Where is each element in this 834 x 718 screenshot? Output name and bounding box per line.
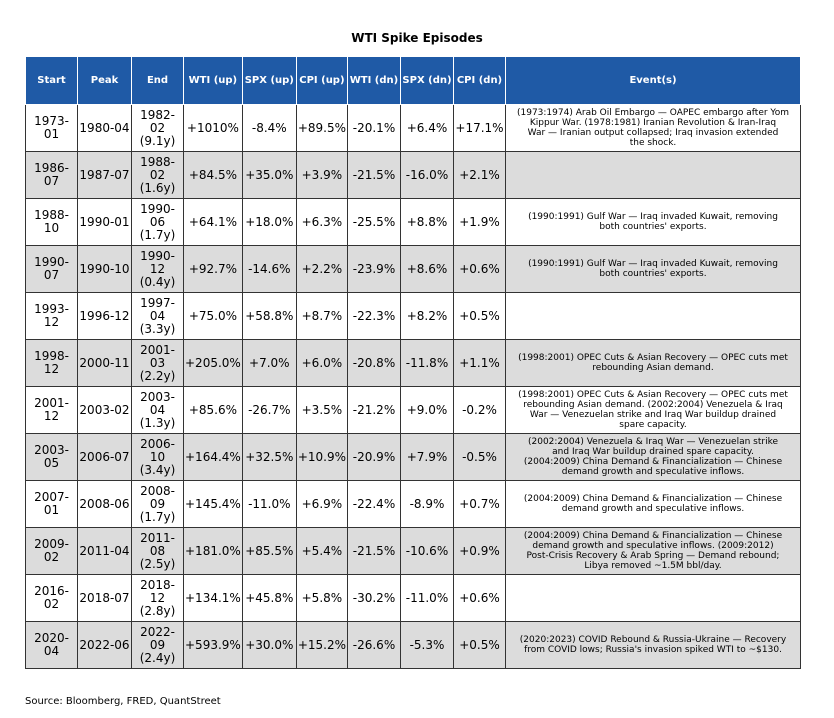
peak-cell bbox=[78, 152, 132, 199]
wti-dn-cell bbox=[348, 152, 401, 199]
table-row bbox=[26, 152, 801, 199]
cell-value: +45.8% bbox=[245, 590, 294, 605]
spx-dn-cell bbox=[401, 622, 454, 669]
peak-cell bbox=[78, 246, 132, 293]
cell-value: 1990-12 bbox=[140, 248, 175, 276]
wti-dn-cell bbox=[348, 199, 401, 246]
cell-value: +32.5% bbox=[245, 449, 294, 464]
event-line: rebounding Asian demand. (2002:2004) Venezuela & Iraq bbox=[523, 400, 783, 410]
spx-up-cell bbox=[242, 246, 296, 293]
duration-label: (1.3y) bbox=[139, 415, 176, 430]
event-line: (2004:2009) China Demand & Financialization — Chinese bbox=[523, 457, 783, 467]
wti-up-cell bbox=[184, 387, 243, 434]
event-line: the shock. bbox=[629, 138, 677, 148]
wti-dn-cell bbox=[348, 293, 401, 340]
start-cell bbox=[26, 387, 78, 434]
events-cell bbox=[506, 293, 801, 340]
cell-value: 1988-02 bbox=[140, 154, 175, 182]
cell-value: +35.0% bbox=[245, 167, 294, 182]
cpi-up-cell bbox=[296, 434, 347, 481]
spx-dn-cell bbox=[401, 293, 454, 340]
cell-value: +134.1% bbox=[185, 590, 241, 605]
event-line: (2020:2023) COVID Rebound & Russia-Ukraine — Recovery bbox=[519, 635, 787, 645]
cell-value: 1997-04 bbox=[140, 295, 175, 323]
cell-value: +1010% bbox=[186, 120, 239, 135]
wti-dn-cell bbox=[348, 340, 401, 387]
column-header: Start bbox=[26, 57, 78, 105]
events-cell bbox=[506, 622, 801, 669]
wti-dn-cell bbox=[348, 434, 401, 481]
event-line: both countries' exports. bbox=[599, 269, 707, 279]
cell-value: +7.9% bbox=[406, 449, 448, 464]
cell-value: +181.0% bbox=[185, 543, 241, 558]
cell-value: 1990-01 bbox=[79, 214, 130, 229]
cell-value: -25.5% bbox=[352, 214, 396, 229]
wti-dn-cell bbox=[348, 622, 401, 669]
cpi-dn-cell bbox=[454, 246, 506, 293]
event-line: (1998:2001) OPEC Cuts & Asian Recovery — OPEC cuts met bbox=[518, 390, 788, 400]
spx-dn-cell bbox=[401, 199, 454, 246]
cpi-up-cell bbox=[296, 340, 347, 387]
end-cell bbox=[132, 387, 184, 434]
peak-cell bbox=[78, 622, 132, 669]
spx-dn-cell bbox=[401, 481, 454, 528]
cpi-dn-cell bbox=[454, 622, 506, 669]
column-header: WTI (up) bbox=[184, 57, 243, 105]
cell-value: +85.6% bbox=[188, 402, 237, 417]
cell-value: -0.2% bbox=[462, 402, 497, 417]
cpi-up-cell bbox=[296, 387, 347, 434]
table-row bbox=[26, 293, 801, 340]
wti-up-cell bbox=[184, 152, 243, 199]
cell-value: -11.8% bbox=[405, 355, 449, 370]
cell-value: +9.0% bbox=[406, 402, 448, 417]
cell-value: +6.9% bbox=[301, 496, 343, 511]
cell-value: -22.4% bbox=[352, 496, 396, 511]
duration-label: (1.7y) bbox=[139, 509, 176, 524]
cpi-dn-cell bbox=[454, 434, 506, 481]
cell-value: 1990-07 bbox=[34, 255, 69, 282]
cpi-dn-cell bbox=[454, 340, 506, 387]
cell-value: 2006-07 bbox=[79, 449, 130, 464]
wti-up-cell bbox=[184, 246, 243, 293]
cell-value: +17.1% bbox=[455, 120, 504, 135]
cpi-up-cell bbox=[296, 293, 347, 340]
peak-cell bbox=[78, 340, 132, 387]
peak-cell bbox=[78, 528, 132, 575]
column-header: Peak bbox=[78, 57, 132, 105]
event-line: (2004:2009) China Demand & Financialization — Chinese bbox=[523, 494, 783, 504]
spx-up-cell bbox=[242, 199, 296, 246]
cell-value: -21.2% bbox=[352, 402, 396, 417]
spx-dn-cell bbox=[401, 340, 454, 387]
column-header: End bbox=[132, 57, 184, 105]
cell-value: 1990-06 bbox=[140, 201, 175, 229]
wti-up-cell bbox=[184, 199, 243, 246]
cell-value: -21.5% bbox=[352, 543, 396, 558]
cell-value: -30.2% bbox=[352, 590, 396, 605]
event-line: (1998:2001) OPEC Cuts & Asian Recovery — OPEC cuts met bbox=[518, 353, 788, 363]
cell-value: 1993-12 bbox=[34, 302, 69, 329]
cell-value: 1996-12 bbox=[79, 308, 130, 323]
cell-value: 2006-10 bbox=[140, 436, 175, 464]
start-cell bbox=[26, 246, 78, 293]
cell-value: +75.0% bbox=[188, 308, 237, 323]
duration-label: (0.4y) bbox=[139, 274, 176, 289]
cell-value: 2018-12 bbox=[140, 577, 175, 605]
cell-value: +8.6% bbox=[406, 261, 448, 276]
cell-value: +89.5% bbox=[297, 120, 346, 135]
cell-value: 2022-06 bbox=[79, 637, 130, 652]
column-header: WTI (dn) bbox=[348, 57, 401, 105]
wti-dn-cell bbox=[348, 528, 401, 575]
start-cell bbox=[26, 481, 78, 528]
cell-value: -20.1% bbox=[352, 120, 396, 135]
event-line: from COVID lows; Russia's invasion spiked WTI to ~$130. bbox=[524, 645, 782, 655]
column-header: Event(s) bbox=[506, 57, 801, 105]
event-line: Post-Crisis Recovery & Arab Spring — Demand rebound; bbox=[526, 551, 780, 561]
cell-value: 2003-04 bbox=[140, 389, 175, 417]
cell-value: +1.9% bbox=[459, 214, 500, 229]
cell-value: +0.7% bbox=[459, 496, 500, 511]
cell-value: +92.7% bbox=[188, 261, 237, 276]
cell-value: 1980-04 bbox=[79, 120, 130, 135]
table-row bbox=[26, 528, 801, 575]
duration-label: (9.1y) bbox=[139, 133, 176, 148]
cell-value: 1990-10 bbox=[79, 261, 130, 276]
cell-value: +18.0% bbox=[245, 214, 294, 229]
spx-up-cell bbox=[242, 575, 296, 622]
spx-dn-cell bbox=[401, 105, 454, 152]
table-row bbox=[26, 340, 801, 387]
cell-value: -11.0% bbox=[405, 590, 449, 605]
cell-value: -26.6% bbox=[352, 637, 396, 652]
wti-up-cell bbox=[184, 528, 243, 575]
cell-value: +8.7% bbox=[301, 308, 343, 323]
cpi-up-cell bbox=[296, 246, 347, 293]
event-line: (1990:1991) Gulf War — Iraq invaded Kuwait, removing bbox=[528, 259, 778, 269]
event-line: (2002:2004) Venezuela & Iraq War — Venezuelan strike bbox=[527, 437, 778, 447]
event-line: spare capacity. bbox=[619, 420, 687, 430]
wti-up-cell bbox=[184, 481, 243, 528]
chart-title: WTI Spike Episodes bbox=[351, 31, 483, 45]
start-cell bbox=[26, 340, 78, 387]
peak-cell bbox=[78, 387, 132, 434]
spx-up-cell bbox=[242, 293, 296, 340]
start-cell bbox=[26, 622, 78, 669]
cell-value: -16.0% bbox=[405, 167, 449, 182]
cell-value: 2003-02 bbox=[79, 402, 130, 417]
cell-value: +84.5% bbox=[188, 167, 237, 182]
cell-value: +145.4% bbox=[185, 496, 241, 511]
end-cell bbox=[132, 575, 184, 622]
spx-dn-cell bbox=[401, 575, 454, 622]
cell-value: +3.5% bbox=[301, 402, 343, 417]
duration-label: (3.4y) bbox=[139, 462, 176, 477]
spx-up-cell bbox=[242, 481, 296, 528]
episodes-table bbox=[25, 56, 801, 669]
cell-value: 2009-02 bbox=[34, 537, 69, 564]
peak-cell bbox=[78, 105, 132, 152]
duration-label: (2.8y) bbox=[139, 603, 176, 618]
event-line: demand growth and speculative inflows. (2009:2012) bbox=[532, 541, 774, 551]
event-line: War — Iranian output collapsed; Iraq invasion extended bbox=[527, 128, 779, 138]
cell-value: 1986-07 bbox=[34, 161, 69, 188]
column-header: SPX (up) bbox=[242, 57, 296, 105]
cell-value: 2018-07 bbox=[79, 590, 130, 605]
cell-value: 2007-01 bbox=[34, 490, 69, 517]
end-cell bbox=[132, 434, 184, 481]
end-cell bbox=[132, 199, 184, 246]
header-row bbox=[26, 57, 801, 105]
event-line: Kippur War. (1978:1981) Iranian Revolution & Iran-Iraq bbox=[529, 118, 777, 128]
cell-value: -20.9% bbox=[352, 449, 396, 464]
wti-dn-cell bbox=[348, 575, 401, 622]
cell-value: -22.3% bbox=[352, 308, 396, 323]
table-row bbox=[26, 387, 801, 434]
cpi-up-cell bbox=[296, 575, 347, 622]
events-cell bbox=[506, 528, 801, 575]
events-cell bbox=[506, 387, 801, 434]
cell-value: 2003-05 bbox=[34, 443, 69, 470]
spx-up-cell bbox=[242, 528, 296, 575]
cpi-dn-cell bbox=[454, 387, 506, 434]
table-row bbox=[26, 105, 801, 152]
spx-dn-cell bbox=[401, 528, 454, 575]
end-cell bbox=[132, 622, 184, 669]
event-line: Libya removed ~1.5M bbl/day. bbox=[584, 561, 722, 571]
duration-label: (2.4y) bbox=[139, 650, 176, 665]
events-cell bbox=[506, 105, 801, 152]
table-row bbox=[26, 246, 801, 293]
table-body bbox=[26, 105, 801, 669]
duration-label: (1.6y) bbox=[139, 180, 176, 195]
cpi-dn-cell bbox=[454, 105, 506, 152]
cell-value: 1998-12 bbox=[34, 349, 69, 376]
cell-value: +15.2% bbox=[297, 637, 346, 652]
spx-dn-cell bbox=[401, 152, 454, 199]
event-line: War — Venezuelan strike and Iraq War buildup drained bbox=[529, 410, 777, 420]
cell-value: +58.8% bbox=[245, 308, 294, 323]
cell-value: -20.8% bbox=[352, 355, 396, 370]
cell-value: 2000-11 bbox=[79, 355, 130, 370]
cell-value: +5.8% bbox=[301, 590, 343, 605]
events-cell bbox=[506, 481, 801, 528]
cpi-up-cell bbox=[296, 199, 347, 246]
cpi-dn-cell bbox=[454, 528, 506, 575]
cell-value: 2016-02 bbox=[34, 584, 69, 611]
cell-value: 2008-06 bbox=[79, 496, 130, 511]
cpi-dn-cell bbox=[454, 152, 506, 199]
cell-value: +6.0% bbox=[301, 355, 343, 370]
duration-label: (1.7y) bbox=[139, 227, 176, 242]
cell-value: 2011-08 bbox=[140, 530, 175, 558]
peak-cell bbox=[78, 434, 132, 481]
spx-up-cell bbox=[242, 434, 296, 481]
spx-up-cell bbox=[242, 105, 296, 152]
end-cell bbox=[132, 528, 184, 575]
cpi-up-cell bbox=[296, 528, 347, 575]
peak-cell bbox=[78, 199, 132, 246]
table-row bbox=[26, 575, 801, 622]
start-cell bbox=[26, 105, 78, 152]
cpi-up-cell bbox=[296, 622, 347, 669]
cell-value: 2020-04 bbox=[34, 631, 69, 658]
cell-value: -5.3% bbox=[409, 637, 445, 652]
cell-value: +85.5% bbox=[245, 543, 294, 558]
cell-value: +0.5% bbox=[459, 637, 500, 652]
event-line: (1973:1974) Arab Oil Embargo — OAPEC embargo after Yom bbox=[516, 108, 789, 118]
peak-cell bbox=[78, 481, 132, 528]
cell-value: -8.4% bbox=[251, 120, 287, 135]
spx-dn-cell bbox=[401, 246, 454, 293]
duration-label: (3.3y) bbox=[139, 321, 176, 336]
events-cell bbox=[506, 340, 801, 387]
cell-value: +2.2% bbox=[301, 261, 343, 276]
events-cell bbox=[506, 575, 801, 622]
cell-value: +0.6% bbox=[459, 590, 500, 605]
cell-value: +8.2% bbox=[406, 308, 448, 323]
cell-value: 2008-09 bbox=[140, 483, 175, 511]
spx-up-cell bbox=[242, 152, 296, 199]
cell-value: +164.4% bbox=[185, 449, 241, 464]
cell-value: -26.7% bbox=[248, 402, 291, 417]
events-cell bbox=[506, 199, 801, 246]
event-line: (1990:1991) Gulf War — Iraq invaded Kuwait, removing bbox=[528, 212, 778, 222]
cell-value: 2001-12 bbox=[34, 396, 69, 423]
spx-up-cell bbox=[242, 622, 296, 669]
wti-dn-cell bbox=[348, 387, 401, 434]
cell-value: 1987-07 bbox=[79, 167, 130, 182]
event-line: (2004:2009) China Demand & Financialization — Chinese bbox=[523, 531, 783, 541]
cell-value: +7.0% bbox=[249, 355, 290, 370]
end-cell bbox=[132, 246, 184, 293]
start-cell bbox=[26, 575, 78, 622]
cell-value: +6.4% bbox=[406, 120, 448, 135]
cell-value: +0.9% bbox=[459, 543, 500, 558]
cell-value: -21.5% bbox=[352, 167, 396, 182]
cpi-up-cell bbox=[296, 481, 347, 528]
wti-up-cell bbox=[184, 622, 243, 669]
start-cell bbox=[26, 528, 78, 575]
wti-up-cell bbox=[184, 434, 243, 481]
cell-value: +30.0% bbox=[245, 637, 294, 652]
column-header: SPX (dn) bbox=[401, 57, 454, 105]
cpi-dn-cell bbox=[454, 481, 506, 528]
cell-value: +3.9% bbox=[301, 167, 343, 182]
end-cell bbox=[132, 481, 184, 528]
spx-dn-cell bbox=[401, 434, 454, 481]
cell-value: +8.8% bbox=[406, 214, 448, 229]
wti-up-cell bbox=[184, 105, 243, 152]
wti-up-cell bbox=[184, 293, 243, 340]
spx-up-cell bbox=[242, 387, 296, 434]
cell-value: -0.5% bbox=[462, 449, 497, 464]
column-header: CPI (dn) bbox=[454, 57, 506, 105]
end-cell bbox=[132, 105, 184, 152]
end-cell bbox=[132, 340, 184, 387]
cpi-dn-cell bbox=[454, 575, 506, 622]
cpi-up-cell bbox=[296, 105, 347, 152]
cpi-up-cell bbox=[296, 152, 347, 199]
event-line: demand growth and speculative inflows. bbox=[561, 504, 745, 514]
cell-value: 1973-01 bbox=[34, 114, 69, 141]
cell-value: +5.4% bbox=[301, 543, 343, 558]
cpi-dn-cell bbox=[454, 293, 506, 340]
spx-dn-cell bbox=[401, 387, 454, 434]
cell-value: +6.3% bbox=[301, 214, 343, 229]
wti-up-cell bbox=[184, 575, 243, 622]
spx-up-cell bbox=[242, 340, 296, 387]
wti-dn-cell bbox=[348, 246, 401, 293]
cell-value: -10.6% bbox=[405, 543, 449, 558]
cell-value: +593.9% bbox=[185, 637, 241, 652]
start-cell bbox=[26, 434, 78, 481]
duration-label: (2.5y) bbox=[139, 556, 176, 571]
cell-value: +205.0% bbox=[185, 355, 241, 370]
end-cell bbox=[132, 152, 184, 199]
cell-value: -8.9% bbox=[409, 496, 445, 511]
cell-value: -23.9% bbox=[352, 261, 396, 276]
cell-value: +1.1% bbox=[459, 355, 500, 370]
cell-value: 2011-04 bbox=[79, 543, 130, 558]
table-row bbox=[26, 481, 801, 528]
start-cell bbox=[26, 152, 78, 199]
cell-value: +0.6% bbox=[459, 261, 500, 276]
cell-value: 1988-10 bbox=[34, 208, 69, 235]
table-row bbox=[26, 622, 801, 669]
table-row bbox=[26, 434, 801, 481]
start-cell bbox=[26, 293, 78, 340]
cpi-dn-cell bbox=[454, 199, 506, 246]
table-row bbox=[26, 199, 801, 246]
duration-label: (2.2y) bbox=[139, 368, 176, 383]
event-line: demand growth and speculative inflows. bbox=[561, 467, 745, 477]
cell-value: 1982-02 bbox=[140, 107, 175, 135]
cell-value: +10.9% bbox=[297, 449, 346, 464]
peak-cell bbox=[78, 293, 132, 340]
column-header: CPI (up) bbox=[296, 57, 347, 105]
event-line: both countries' exports. bbox=[599, 222, 707, 232]
events-cell bbox=[506, 434, 801, 481]
cell-value: -14.6% bbox=[248, 261, 291, 276]
wti-dn-cell bbox=[348, 105, 401, 152]
start-cell bbox=[26, 199, 78, 246]
cell-value: 2022-09 bbox=[140, 624, 175, 652]
events-cell bbox=[506, 246, 801, 293]
cell-value: -11.0% bbox=[248, 496, 291, 511]
end-cell bbox=[132, 293, 184, 340]
cell-value: +0.5% bbox=[459, 308, 500, 323]
event-line: rebounding Asian demand. bbox=[592, 363, 714, 373]
wti-dn-cell bbox=[348, 481, 401, 528]
event-line: and Iraq War buildup drained spare capacity. bbox=[552, 447, 754, 457]
events-cell bbox=[506, 152, 801, 199]
cell-value: +64.1% bbox=[188, 214, 237, 229]
wti-up-cell bbox=[184, 340, 243, 387]
cell-value: 2001-03 bbox=[140, 342, 175, 370]
peak-cell bbox=[78, 575, 132, 622]
cell-value: +2.1% bbox=[459, 167, 500, 182]
source-note: Source: Bloomberg, FRED, QuantStreet bbox=[25, 696, 221, 707]
